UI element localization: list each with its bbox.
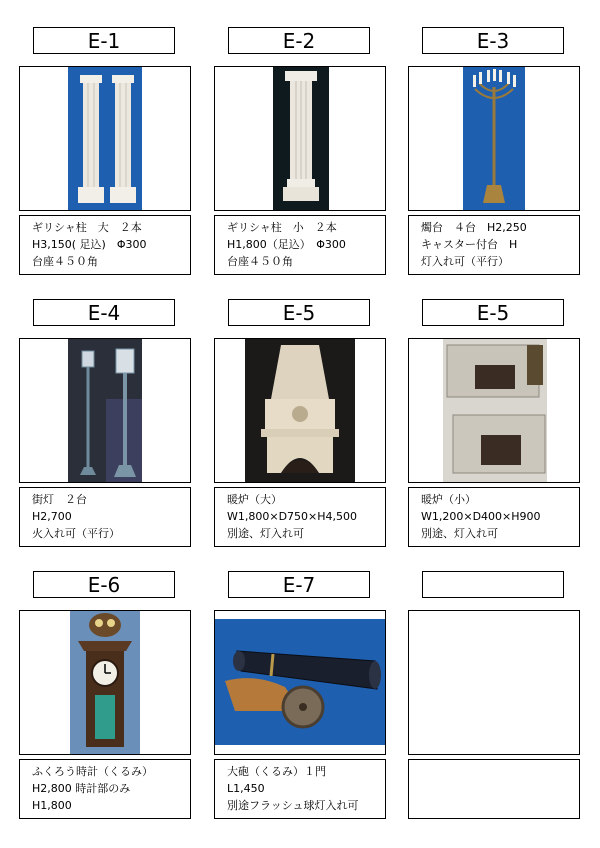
item-description xyxy=(214,759,386,819)
greek-columns-pair-icon xyxy=(19,66,191,211)
item-code: E-3 xyxy=(422,27,564,54)
desc-line: H1,800（足込） Φ300 xyxy=(227,238,346,251)
desc-line: 台座４５０角 xyxy=(32,255,98,268)
cannon-icon xyxy=(214,610,386,755)
item-description xyxy=(408,215,580,275)
desc-line: 街灯 ２台 xyxy=(32,493,87,506)
item-code: E-5 xyxy=(228,299,370,326)
desc-line: 暖炉（大） xyxy=(227,493,282,506)
desc-line: 火入れ可（平行） xyxy=(32,527,120,540)
item-code: E-7 xyxy=(228,571,370,598)
desc-line: 灯入れ可（平行） xyxy=(421,255,509,268)
desc-line: ふくろう時計（くるみ） xyxy=(32,765,153,778)
item-code: E-2 xyxy=(228,27,370,54)
desc-line: 別途、灯入れ可 xyxy=(227,527,304,540)
desc-line: 別途フラッシュ球灯入れ可 xyxy=(227,799,359,812)
desc-line: 台座４５０角 xyxy=(227,255,293,268)
desc-line: L1,450 xyxy=(227,782,265,795)
desc-line: ギリシャ柱 小 ２本 xyxy=(227,221,337,234)
item-description xyxy=(19,759,191,819)
item-code: E-4 xyxy=(33,299,175,326)
desc-line: 暖炉（小） xyxy=(421,493,476,506)
desc-line: H2,800 時計部のみ xyxy=(32,782,131,795)
desc-line: H1,800 xyxy=(32,799,72,812)
desc-line: 別途、灯入れ可 xyxy=(421,527,498,540)
owl-clock-icon xyxy=(19,610,191,755)
fireplace-small-icon xyxy=(408,338,580,483)
candelabra-icon xyxy=(408,66,580,211)
fireplace-large-icon xyxy=(214,338,386,483)
item-code: E-5 xyxy=(422,299,564,326)
item-description xyxy=(408,759,580,819)
item-code: E-6 xyxy=(33,571,175,598)
desc-line: 大砲（くるみ）１門 xyxy=(227,765,326,778)
item-description xyxy=(214,215,386,275)
desc-line: H3,150( 足込) Φ300 xyxy=(32,238,147,251)
desc-line: ギリシャ柱 大 ２本 xyxy=(32,221,142,234)
desc-line: 燭台 ４台 H2,250 xyxy=(421,221,527,234)
item-code: E-1 xyxy=(33,27,175,54)
desc-line: H2,700 xyxy=(32,510,72,523)
item-code xyxy=(422,571,564,598)
desc-line: W1,800×D750×H4,500 xyxy=(227,510,358,523)
desc-line: W1,200×D400×H900 xyxy=(421,510,541,523)
item-description xyxy=(19,215,191,275)
desc-line: キャスター付台 H xyxy=(421,238,518,251)
greek-column-single-icon xyxy=(214,66,386,211)
empty-photo xyxy=(408,610,580,755)
item-description xyxy=(19,487,191,547)
street-lamp-icon xyxy=(19,338,191,483)
item-description xyxy=(408,487,580,547)
item-description xyxy=(214,487,386,547)
